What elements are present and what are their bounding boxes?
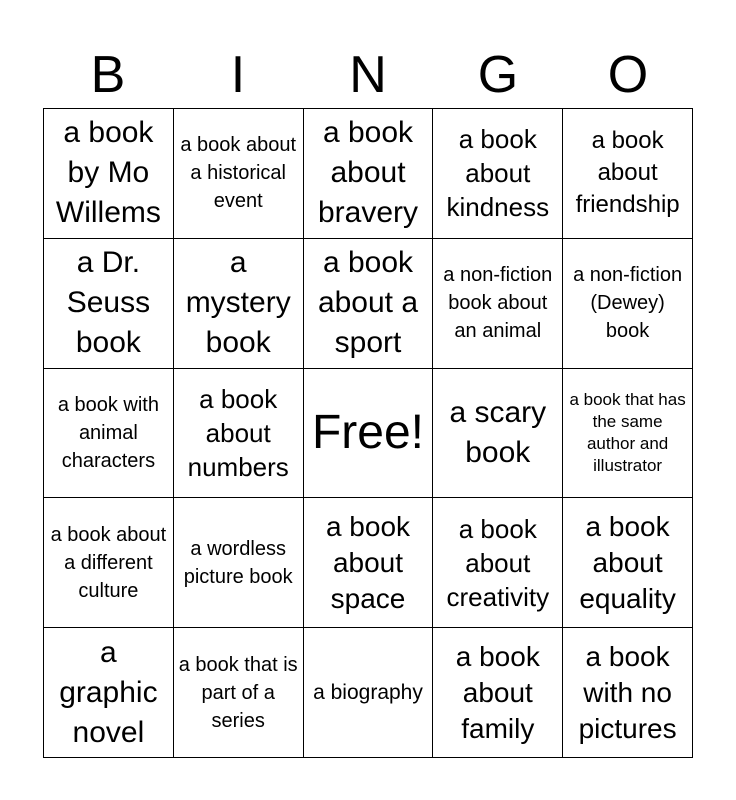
- cell-text: a non-fiction book about an animal: [443, 264, 553, 343]
- header-letter-o: O: [607, 46, 649, 104]
- bingo-cell-r3c1: [44, 369, 174, 499]
- bingo-cell-r3c3: [304, 369, 434, 499]
- cell-text: a biography: [313, 680, 423, 704]
- bingo-cell-r1c1: [44, 109, 174, 239]
- cell-text: a book about equality: [579, 510, 676, 614]
- cell-text: a book that has the same author and illustrator: [569, 389, 686, 475]
- bingo-cell-r5c2: [174, 628, 304, 758]
- cell-text: a book about friendship: [575, 127, 680, 219]
- cell-text: a book with no pictures: [578, 640, 677, 744]
- cell-text: a scary book: [449, 395, 547, 469]
- bingo-cell-r5c3: [304, 628, 434, 758]
- bingo-cell-r2c5: [563, 239, 693, 369]
- bingo-cell-r2c4: [433, 239, 563, 369]
- cell-text: a non-fiction (Dewey) book: [573, 264, 683, 343]
- cell-text: a book about family: [455, 640, 540, 744]
- bingo-cell-r3c5: [563, 369, 693, 499]
- cell-text: a book that is part of a series: [178, 653, 298, 732]
- bingo-grid: [43, 108, 693, 758]
- bingo-cell-r1c2: [174, 109, 304, 239]
- header-letter-b: B: [90, 46, 126, 104]
- bingo-cell-r4c5: [563, 498, 693, 628]
- bingo-cell-r1c5: [563, 109, 693, 239]
- bingo-cell-r3c4: [433, 369, 563, 499]
- bingo-cell-r5c1: [44, 628, 174, 758]
- bingo-cell-r4c1: [44, 498, 174, 628]
- cell-text: a book about bravery: [317, 116, 419, 230]
- cell-text: a book about creativity: [446, 513, 550, 612]
- cell-text: a book about numbers: [187, 383, 289, 482]
- bingo-cell-r5c4: [433, 628, 563, 758]
- bingo-cell-r2c3: [304, 239, 434, 369]
- bingo-cell-r1c4: [433, 109, 563, 239]
- header-letter-i: I: [230, 46, 246, 104]
- bingo-cell-r4c3: [304, 498, 434, 628]
- bingo-cell-r1c3: [304, 109, 434, 239]
- free-space: Free!: [311, 405, 424, 459]
- cell-text: a wordless picture book: [183, 537, 293, 588]
- cell-text: a book about a different culture: [50, 523, 167, 602]
- cell-text: a book about a sport: [317, 246, 419, 360]
- bingo-cell-r3c2: [174, 369, 304, 499]
- cell-text: a mystery book: [185, 246, 291, 360]
- cell-text: a book about space: [325, 510, 411, 614]
- bingo-cell-r4c4: [433, 498, 563, 628]
- cell-text: a book by Mo Willems: [55, 116, 161, 230]
- cell-text: a graphic novel: [59, 635, 158, 749]
- bingo-cell-r2c1: [44, 239, 174, 369]
- cell-text: a book about kindness: [446, 124, 550, 223]
- cell-text: a Dr. Seuss book: [66, 246, 151, 360]
- bingo-header: [43, 42, 693, 108]
- cell-text: a book about a historical event: [180, 134, 297, 213]
- header-letter-n: N: [349, 46, 387, 104]
- cell-text: a book with animal characters: [57, 393, 159, 472]
- bingo-cell-r4c2: [174, 498, 304, 628]
- bingo-cell-r5c5: [563, 628, 693, 758]
- bingo-cell-r2c2: [174, 239, 304, 369]
- header-letter-g: G: [477, 46, 519, 104]
